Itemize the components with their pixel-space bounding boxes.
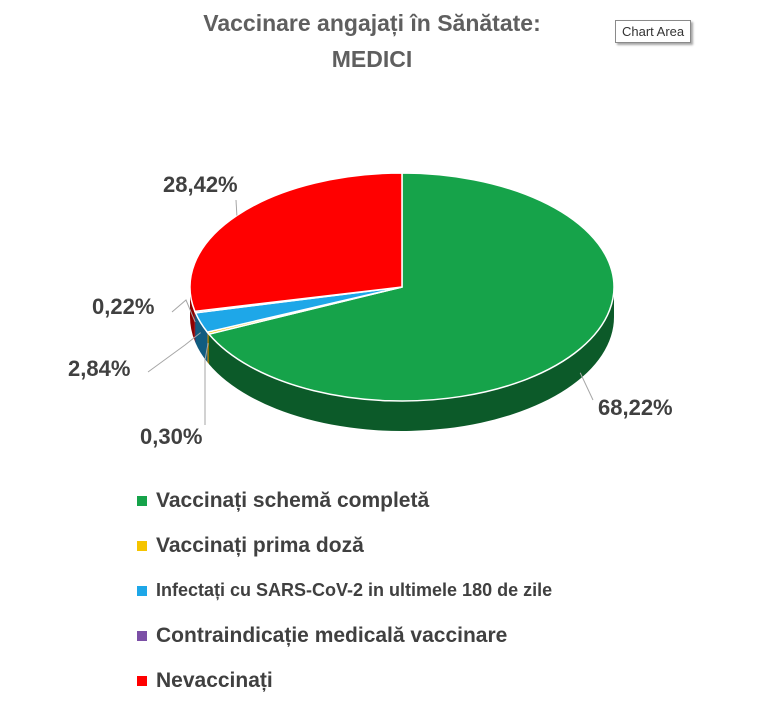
legend-item-vaccinati-schema-completa[interactable] <box>137 478 552 523</box>
legend-label: Nevaccinați <box>156 668 273 692</box>
leader-line-0 <box>580 373 593 400</box>
chart-title: Vaccinare angajați în Sănătate: <box>203 10 541 36</box>
data-label-vaccinati-schema-completa: 68,22% <box>598 395 673 420</box>
legend-label: Contraindicație medicală vaccinare <box>156 623 508 647</box>
legend-item-contraindicatie[interactable] <box>137 613 552 658</box>
legend-item-vaccinati-prima-doza[interactable] <box>137 523 552 568</box>
legend-swatch <box>137 541 147 551</box>
chart-legend <box>137 478 552 703</box>
data-label-contraindicatie: 0,22% <box>92 294 155 319</box>
legend-swatch <box>137 631 147 641</box>
chart-subtitle: MEDICI <box>331 46 413 72</box>
legend-swatch <box>137 586 147 596</box>
legend-swatch <box>137 676 147 686</box>
data-label-vaccinati-prima-doza: 0,30% <box>140 424 203 449</box>
leader-line-2 <box>148 333 201 372</box>
legend-item-nevaccinati[interactable] <box>137 658 552 703</box>
legend-label: Vaccinați schemă completă <box>156 488 430 512</box>
legend-label: Vaccinați prima doză <box>156 533 364 557</box>
legend-item-infectati[interactable] <box>137 568 552 613</box>
data-label-nevaccinati: 28,42% <box>163 172 238 197</box>
legend-label: Infectați cu SARS-CoV-2 in ultimele 180 de zile <box>156 580 553 600</box>
data-label-infectati: 2,84% <box>68 356 131 381</box>
pie-side-3 <box>195 311 196 343</box>
chart-area-tooltip: Chart Area <box>615 20 691 43</box>
leader-line-4 <box>236 200 237 215</box>
legend-swatch <box>137 496 147 506</box>
